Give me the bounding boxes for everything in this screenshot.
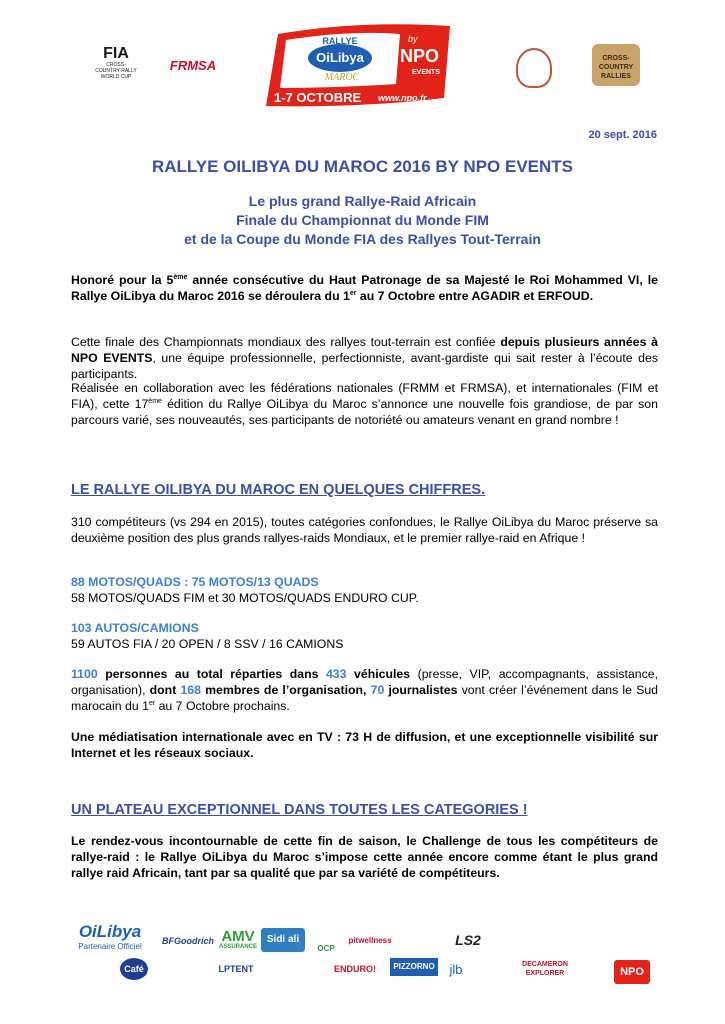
- banner-rallye: RALLYE: [322, 36, 358, 46]
- banner-by: by: [408, 34, 418, 44]
- chiffres-paragraph: 310 compétiteurs (vs 294 en 2015), toutes catégories confondues, le Rallye OiLibya du Maroc préserve sa deuxième position des plus grands rallyes-raids Mondiaux, et le premier rallye-raid en Afrique !: [71, 515, 658, 545]
- bfgoodrich-logo: BFGoodrich: [162, 936, 214, 946]
- sidiali-logo: Sidi ali: [261, 928, 305, 952]
- motos-block: [71, 574, 658, 606]
- rallye-banner-logo: [260, 22, 460, 112]
- banner-maroc: MAROC: [324, 72, 360, 83]
- banner-oilibya: OiLibya: [316, 50, 364, 65]
- fia-logo: FIA CROSS-COUNTRY RALLY WORLD CUP: [95, 45, 137, 80]
- npo-events-logo: NPO: [614, 960, 650, 984]
- partner-label: Partenaire Officiel: [78, 942, 142, 951]
- autos-block: [71, 620, 658, 652]
- page-title: RALLYE OILIBYA DU MAROC 2016 BY NPO EVENTS: [151, 157, 573, 176]
- autos-title: 103 AUTOS/CAMIONS: [71, 621, 199, 635]
- ocp-logo: OCP: [317, 944, 335, 953]
- banner-npo: NPO: [400, 46, 440, 66]
- amv-logo: AMV: [221, 928, 255, 945]
- motos-detail: 58 MOTOS/QUADS FIM et 30 MOTOS/QUADS ENDURO CUP.: [71, 591, 419, 605]
- decameron-logo: DECAMERON EXPLORER: [522, 961, 568, 977]
- section-heading-plateau: UN PLATEAU EXCEPTIONNEL DANS TOUTES LES CATEGORIES !: [71, 802, 528, 818]
- banner-dates: 1-7 OCTOBRE: [274, 90, 362, 105]
- intro-paragraph-2: Cette finale des Championnats mondiaux des rallyes tout-terrain est confiée depuis plusieurs années à NPO EVENTS, une équipe professionnelle, perfectionniste, avant-gardiste qui sait rester à l’écoute des participants.: [71, 335, 659, 381]
- plateau-paragraph: Le rendez-vous incontournable de cette fin de saison, le Challenge de tous les compétiteurs de rallye-raid : le Rallye OiLibya du Maroc s’impose cette année encore comme étant le plus grand rallye raid Africain, tant par sa qualité que par sa variété de compétiteurs.: [71, 834, 658, 880]
- amv-sub: ASSURANCE: [218, 944, 257, 950]
- section-heading-chiffres: LE RALLYE OILIBYA DU MAROC EN QUELQUES CHIFFRES.: [71, 482, 486, 498]
- jlb-logo: jlb: [449, 962, 463, 977]
- lptent-logo: LPTENT: [218, 964, 254, 974]
- cross-country-rallies-logo: CROSS-COUNTRY RALLIES: [592, 44, 640, 86]
- banner-url: www.npo.fr: [378, 93, 427, 103]
- page-subtitle: [0, 192, 725, 249]
- subtitle-line: Finale du Championnat du Monde FIM: [236, 212, 489, 228]
- cafe-logo: Café: [120, 958, 148, 980]
- autos-detail: 59 AUTOS FIA / 20 OPEN / 8 SSV / 16 CAMIONS: [71, 637, 344, 651]
- sponsors-strip: [68, 918, 658, 990]
- subtitle-line: et de la Coupe du Monde FIA des Rallyes Tout-Terrain: [184, 231, 541, 247]
- subtitle-line: Le plus grand Rallye-Raid Africain: [248, 193, 477, 209]
- page-header: [0, 0, 725, 120]
- intro-paragraph-1: Honoré pour la 5ème année consécutive du Haut Patronage de sa Majesté le Roi Mohammed VI, le Rallye OiLibya du Maroc 2016 se déroulera du 1er au 7 Octobre entre AGADIR et ERFOUD.: [71, 273, 658, 303]
- enduro-logo: ENDURO!: [334, 964, 376, 974]
- motos-title: 88 MOTOS/QUADS : 75 MOTOS/13 QUADS: [71, 575, 319, 589]
- ls2-logo: LS2: [455, 932, 481, 948]
- banner-events: EVENTS: [412, 69, 441, 76]
- oilibya-sponsor-logo: OiLibya: [78, 922, 142, 941]
- document-date: 20 sept. 2016: [588, 129, 657, 141]
- participants-paragraph: 1100 personnes au total réparties dans 433 véhicules (presse, VIP, accompagnants, assistance, organisation), dont 168 membres de l’organisation, 70 journalistes vont créer l’événement dans le Sud marocain du 1er au 7 Octobre prochains.: [71, 667, 658, 713]
- media-paragraph: Une médiatisation internationale avec en TV : 73 H de diffusion, et une exceptionnelle visibilité sur Internet et les réseaux sociaux.: [71, 730, 658, 760]
- pizzorno-logo: PIZZORNO: [390, 958, 438, 976]
- royal-crest-logo: [516, 48, 552, 88]
- intro-paragraph-3: Réalisée en collaboration avec les fédérations nationales (FRMM et FRMSA), et internationales (FIM et FIA), cette 17ème édition du Rallye OiLibya du Maroc s’annonce une nouvelle fois grandiose, de par son parcours varié, ses nouveautés, ses participants de notoriété ou amateurs venant en grand nombre !: [71, 381, 658, 427]
- frmsa-logo: FRMSA: [169, 58, 217, 73]
- pitwellness-logo: pitwellness: [348, 936, 392, 945]
